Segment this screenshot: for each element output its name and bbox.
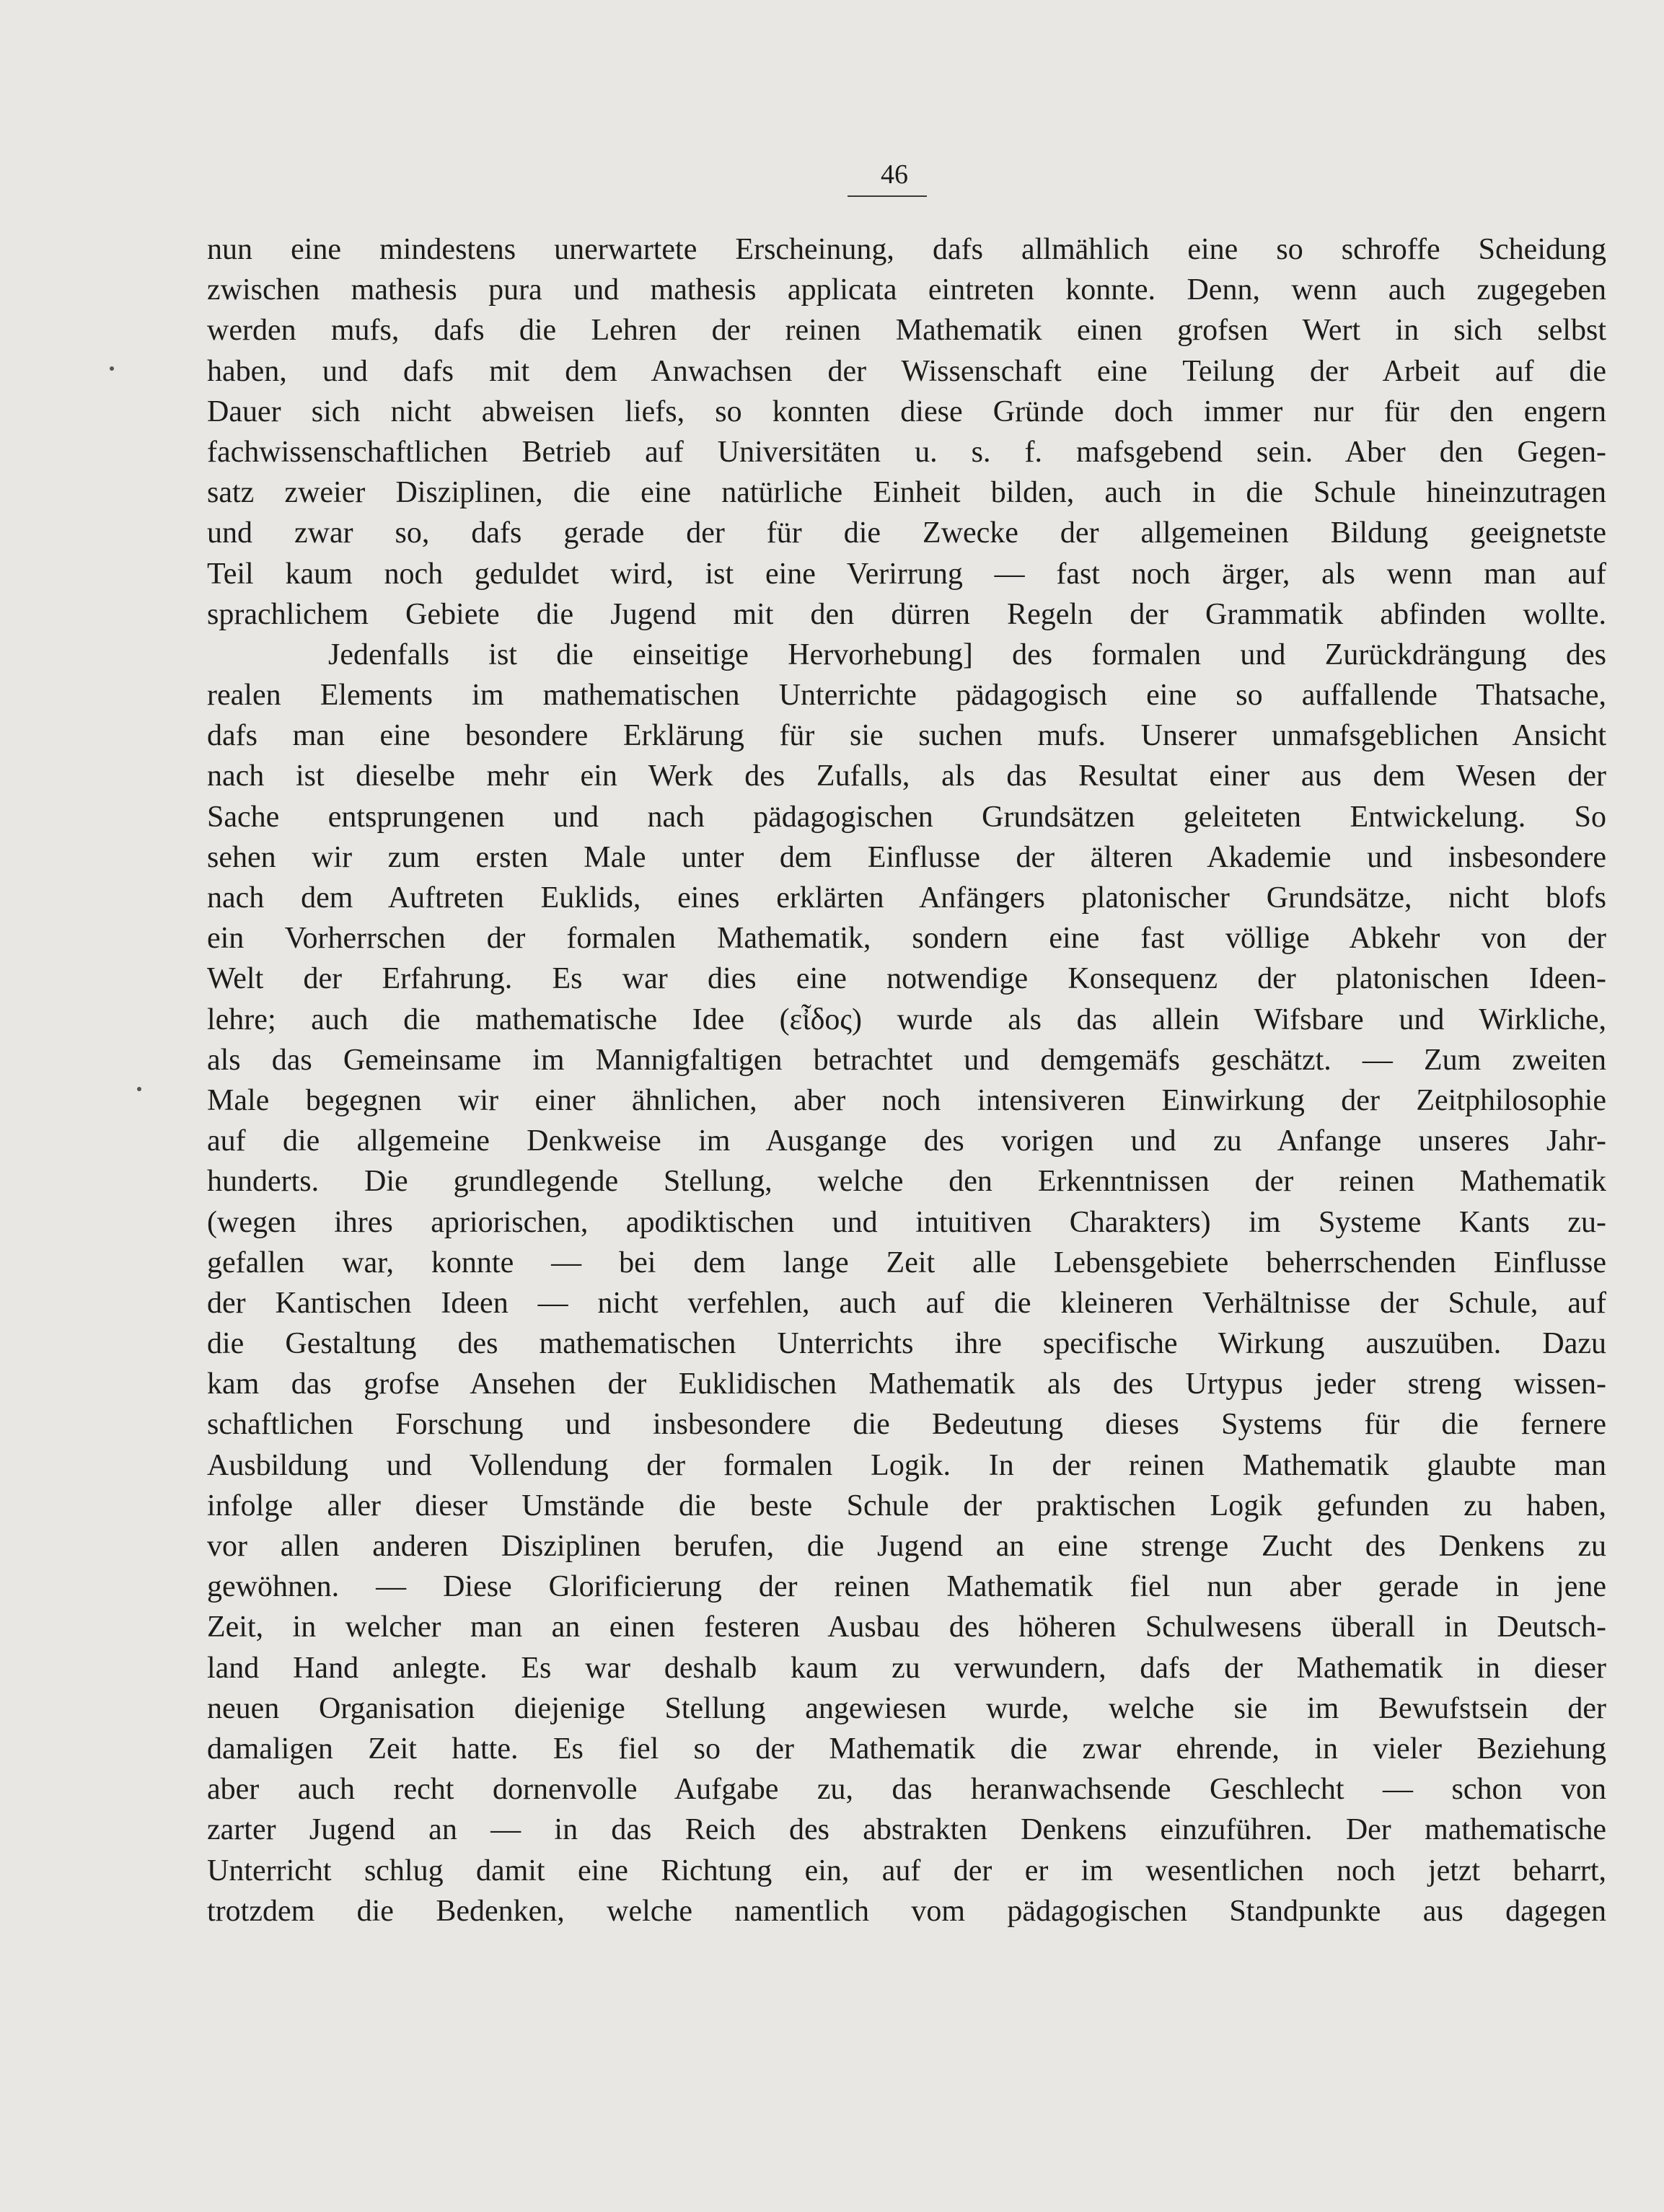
text-line: nun eine mindestens unerwartete Erscheinung, dafs allmählich eine so schroffe Scheidung [207,233,1606,266]
text-line: dafs man eine besondere Erklärung für sie suchen mufs. Unserer unmafsgeblichen Ansicht [207,719,1606,753]
text-line: neuen Organisation diejenige Stellung angewiesen wurde, welche sie im Bewufstsein der [207,1691,1606,1725]
text-line: die Gestaltung des mathematischen Unterrichts ihre specifische Wirkung auszuüben. Dazu [207,1327,1606,1361]
text-line: lehre; auch die mathematische Idee (εἶδος) wurde als das allein Wifsbare und Wirkliche, [207,1003,1606,1036]
text-line: werden mufs, dafs die Lehren der reinen Mathematik einen grofsen Wert in sich selbst [207,314,1606,348]
print-speck [137,1087,141,1091]
page-number: 46 [881,159,908,190]
text-line: auf die allgemeine Denkweise im Ausgange des vorigen und zu Anfange unseres Jahr- [207,1124,1606,1158]
text-line: trotzdem die Bedenken, welche namentlich vom pädagogischen Standpunkte aus dagegen [207,1894,1606,1928]
text-line: zwischen mathesis pura und mathesis applicata eintreten konnte. Denn, wenn auch zugegeben [207,273,1606,307]
text-line: Ausbildung und Vollendung der formalen Logik. In der reinen Mathematik glaubte man [207,1448,1606,1482]
text-line: vor allen anderen Disziplinen berufen, die Jugend an eine strenge Zucht des Denkens zu [207,1530,1606,1563]
text-line: infolge aller dieser Umstände die beste Schule der praktischen Logik gefunden zu haben, [207,1489,1606,1523]
text-line: hunderts. Die grundlegende Stellung, welche den Erkenntnissen der reinen Mathematik [207,1165,1606,1199]
text-line: schaftlichen Forschung und insbesondere die Bedeutung dieses Systems für die fernere [207,1408,1606,1442]
text-line: Zeit, in welcher man an einen festeren Ausbau des höheren Schulwesens überall in Deutsch- [207,1610,1606,1644]
text-line: ein Vorherrschen der formalen Mathematik, sondern eine fast völlige Abkehr von der [207,922,1606,956]
text-line: damaligen Zeit hatte. Es fiel so der Mathematik die zwar ehrende, in vieler Beziehung [207,1732,1606,1766]
text-line: Jedenfalls ist die einseitige Hervorhebung] des formalen und Zurückdrängung des [328,638,1606,671]
body-text [207,229,1606,1931]
text-line: nach dem Auftreten Euklids, eines erklärten Anfängers platonischer Grundsätze, nicht blofs [207,881,1606,915]
text-line: nach ist dieselbe mehr ein Werk des Zufalls, als das Resultat einer aus dem Wesen der [207,759,1606,793]
text-line: der Kantischen Ideen — nicht verfehlen, auch auf die kleineren Verhältnisse der Schule, auf [207,1286,1606,1320]
page-number-rule [848,195,927,197]
text-line: fachwissenschaftlichen Betrieb auf Universitäten u. s. f. mafsgebend sein. Aber den Gegen- [207,435,1606,469]
text-line: Welt der Erfahrung. Es war dies eine notwendige Konsequenz der platonischen Ideen- [207,962,1606,996]
text-line: zarter Jugend an — in das Reich des abstrakten Denkens einzuführen. Der mathematische [207,1813,1606,1847]
text-line: Teil kaum noch geduldet wird, ist eine Verirrung — fast noch ärger, als wenn man auf [207,557,1606,591]
text-line: land Hand anlegte. Es war deshalb kaum zu verwundern, dafs der Mathematik in dieser [207,1651,1606,1685]
text-line: Unterricht schlug damit eine Richtung ein, auf der er im wesentlichen noch jetzt beharrt, [207,1854,1606,1887]
text-line: gewöhnen. — Diese Glorificierung der reinen Mathematik fiel nun aber gerade in jene [207,1570,1606,1604]
text-line: kam das grofse Ansehen der Euklidischen Mathematik als des Urtypus jeder streng wissen- [207,1367,1606,1401]
text-line: als das Gemeinsame im Mannigfaltigen betrachtet und demgemäfs geschätzt. — Zum zweiten [207,1043,1606,1077]
text-line: Male begegnen wir einer ähnlichen, aber noch intensiveren Einwirkung der Zeitphilosophie [207,1083,1606,1117]
print-speck [110,366,114,371]
text-line: (wegen ihres apriorischen, apodiktischen und intuitiven Charakters) im Systeme Kants zu- [207,1205,1606,1239]
text-line: Dauer sich nicht abweisen liefs, so konnten diese Gründe doch immer nur für den engern [207,395,1606,428]
text-line: haben, und dafs mit dem Anwachsen der Wissenschaft eine Teilung der Arbeit auf die [207,354,1606,388]
text-line: aber auch recht dornenvolle Aufgabe zu, das heranwachsende Geschlecht — schon von [207,1773,1606,1807]
text-line: satz zweier Disziplinen, die eine natürliche Einheit bilden, auch in die Schule hineinzutragen [207,476,1606,510]
text-line: Sache entsprungenen und nach pädagogischen Grundsätzen geleiteten Entwickelung. So [207,800,1606,834]
text-line: realen Elements im mathematischen Unterrichte pädagogisch eine so auffallende Thatsache, [207,679,1606,713]
text-line: gefallen war, konnte — bei dem lange Zeit alle Lebensgebiete beherrschenden Einflusse [207,1246,1606,1279]
text-line: sprachlichem Gebiete die Jugend mit den dürren Regeln der Grammatik abfinden wollte. [207,597,1606,631]
text-line: und zwar so, dafs gerade der für die Zwecke der allgemeinen Bildung geeignetste [207,516,1606,550]
text-line: sehen wir zum ersten Male unter dem Einflusse der älteren Akademie und insbesondere [207,840,1606,874]
